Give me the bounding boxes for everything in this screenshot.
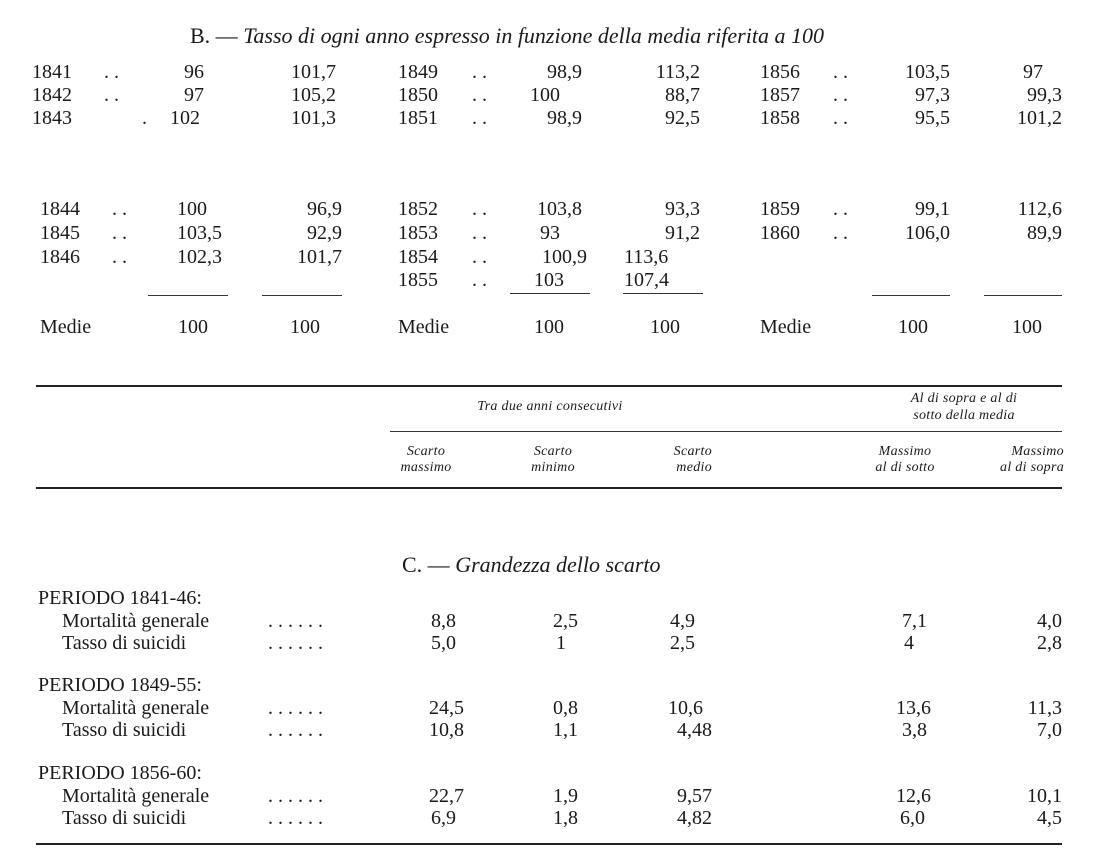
year: 1849 bbox=[398, 61, 438, 83]
leader-dots: . . . . . . bbox=[268, 610, 323, 632]
section-c-title bbox=[402, 554, 661, 576]
leader-dots: . . bbox=[833, 61, 848, 83]
medie-label: Medie bbox=[40, 316, 92, 338]
value-b: 96,9 bbox=[307, 198, 342, 220]
value-a: 102 bbox=[170, 107, 200, 129]
leader-dots: . bbox=[142, 107, 147, 129]
year: 1857 bbox=[760, 84, 800, 106]
header-col-scarto-massimo bbox=[386, 444, 466, 476]
leader-dots: . . bbox=[833, 84, 848, 106]
cell-massimo-sotto: 4 bbox=[904, 632, 914, 654]
cell-scarto-minimo: 1 bbox=[556, 632, 566, 654]
header-col-massimo-sopra bbox=[962, 444, 1064, 476]
cell-massimo-sopra: 2,8 bbox=[1037, 632, 1062, 654]
value-a: 100 bbox=[177, 198, 207, 220]
leader-dots: . . bbox=[472, 198, 487, 220]
section-b-title-prefix: B. — bbox=[190, 23, 244, 48]
medie-b: 100 bbox=[650, 316, 680, 338]
cell-scarto-minimo: 0,8 bbox=[553, 697, 578, 719]
leader-dots: . . bbox=[472, 246, 487, 268]
value-b: 107,4 bbox=[624, 269, 669, 291]
value-a: 95,5 bbox=[915, 107, 950, 129]
value-b: 113,2 bbox=[655, 61, 700, 83]
section-b-title bbox=[190, 25, 824, 47]
sum-rule bbox=[984, 295, 1062, 296]
value-a: 103,8 bbox=[537, 198, 582, 220]
value-a: 102,3 bbox=[177, 246, 222, 268]
value-b: 101,3 bbox=[291, 107, 336, 129]
value-b: 89,9 bbox=[1027, 222, 1062, 244]
leader-dots: . . bbox=[472, 222, 487, 244]
medie-a: 100 bbox=[898, 316, 928, 338]
section-c-title-text: Grandezza dello scarto bbox=[455, 552, 661, 577]
table-bottom-rule bbox=[36, 843, 1062, 845]
leader-dots: . . bbox=[833, 107, 848, 129]
year: 1858 bbox=[760, 107, 800, 129]
year: 1844 bbox=[40, 198, 80, 220]
year: 1852 bbox=[398, 198, 438, 220]
medie-label: Medie bbox=[398, 316, 450, 338]
header-line: Massimo bbox=[878, 444, 932, 459]
leader-dots: . . bbox=[112, 198, 127, 220]
row-label: Mortalità generale bbox=[62, 610, 210, 632]
section-b-title-text: Tasso di ogni anno espresso in funzione della media riferita a 100 bbox=[243, 23, 824, 48]
leader-dots: . . bbox=[104, 84, 119, 106]
value-a: 97 bbox=[184, 84, 204, 106]
value-a: 98,9 bbox=[547, 61, 582, 83]
cell-massimo-sopra: 4,0 bbox=[1037, 610, 1062, 632]
cell-scarto-medio: 4,48 bbox=[677, 719, 712, 741]
year: 1860 bbox=[760, 222, 800, 244]
table-row bbox=[32, 61, 72, 83]
cell-scarto-minimo: 1,9 bbox=[553, 785, 578, 807]
cell-scarto-minimo: 1,1 bbox=[553, 719, 578, 741]
value-a: 106,0 bbox=[905, 222, 950, 244]
value-a: 98,9 bbox=[547, 107, 582, 129]
year: 1842 bbox=[32, 84, 72, 106]
header-line: Scarto bbox=[406, 444, 446, 459]
header-line: al di sotto bbox=[875, 460, 935, 475]
header-line: al di sopra bbox=[1000, 460, 1064, 475]
header-group-consecutive: Tra due anni consecutivi bbox=[477, 399, 623, 414]
leader-dots: . . . . . . bbox=[268, 697, 323, 719]
sum-rule bbox=[262, 295, 342, 296]
value-b: 113,6 bbox=[624, 246, 669, 268]
year: 1856 bbox=[760, 61, 800, 83]
cell-massimo-sopra: 4,5 bbox=[1037, 807, 1062, 829]
period-label: PERIODO 1849-55: bbox=[38, 674, 202, 696]
cell-scarto-massimo: 10,8 bbox=[429, 719, 464, 741]
cell-massimo-sopra: 11,3 bbox=[1027, 697, 1062, 719]
leader-dots: . . bbox=[472, 84, 487, 106]
sum-rule bbox=[872, 295, 950, 296]
year: 1841 bbox=[32, 61, 72, 83]
value-a: 100,9 bbox=[542, 246, 587, 268]
header-line: Scarto bbox=[533, 444, 573, 459]
value-b: 112,6 bbox=[1017, 198, 1062, 220]
cell-scarto-medio: 9,57 bbox=[677, 785, 712, 807]
cell-scarto-minimo: 1,8 bbox=[553, 807, 578, 829]
value-b: 88,7 bbox=[665, 84, 700, 106]
medie-a: 100 bbox=[534, 316, 564, 338]
cell-scarto-massimo: 6,9 bbox=[431, 807, 456, 829]
header-line: minimo bbox=[531, 460, 575, 475]
medie-label: Medie bbox=[760, 316, 812, 338]
leader-dots: . . . . . . bbox=[268, 632, 323, 654]
row-label: Mortalità generale bbox=[62, 785, 210, 807]
cell-massimo-sotto: 6,0 bbox=[900, 807, 925, 829]
leader-dots: . . . . . . bbox=[268, 785, 323, 807]
value-b: 92,5 bbox=[665, 107, 700, 129]
row-label: Tasso di suicidi bbox=[62, 632, 187, 654]
period-label: PERIODO 1856-60: bbox=[38, 762, 202, 784]
value-b: 92,9 bbox=[307, 222, 342, 244]
header-group-media-line1: Al di sopra e al di bbox=[910, 391, 1018, 406]
header-line: massimo bbox=[400, 460, 452, 475]
value-b: 101,2 bbox=[1017, 107, 1062, 129]
cell-scarto-medio: 4,9 bbox=[670, 610, 695, 632]
leader-dots: . . . . . . bbox=[268, 719, 323, 741]
value-b: 91,2 bbox=[665, 222, 700, 244]
sum-rule bbox=[148, 295, 228, 296]
cell-scarto-medio: 10,6 bbox=[668, 697, 703, 719]
medie-b: 100 bbox=[1012, 316, 1042, 338]
value-b: 101,7 bbox=[297, 246, 342, 268]
cell-massimo-sopra: 7,0 bbox=[1037, 719, 1062, 741]
header-line: Massimo bbox=[1011, 444, 1064, 459]
cell-massimo-sotto: 13,6 bbox=[896, 697, 931, 719]
period-label: PERIODO 1841-46: bbox=[38, 587, 202, 609]
value-b: 101,7 bbox=[291, 61, 336, 83]
cell-scarto-massimo: 5,0 bbox=[431, 632, 456, 654]
value-b: 93,3 bbox=[665, 198, 700, 220]
value-a: 93 bbox=[540, 222, 560, 244]
year: 1853 bbox=[398, 222, 438, 244]
sum-rule bbox=[510, 293, 590, 294]
header-top-rule bbox=[36, 385, 1062, 387]
cell-massimo-sotto: 12,6 bbox=[896, 785, 931, 807]
medie-a: 100 bbox=[178, 316, 208, 338]
value-b: 105,2 bbox=[291, 84, 336, 106]
leader-dots: . . bbox=[833, 198, 848, 220]
value-a: 103 bbox=[534, 269, 564, 291]
cell-scarto-medio: 4,82 bbox=[677, 807, 712, 829]
year: 1850 bbox=[398, 84, 438, 106]
cell-scarto-massimo: 8,8 bbox=[431, 610, 456, 632]
cell-scarto-massimo: 24,5 bbox=[429, 697, 464, 719]
medie-b: 100 bbox=[290, 316, 320, 338]
row-label: Mortalità generale bbox=[62, 697, 210, 719]
leader-dots: . . bbox=[104, 61, 119, 83]
value-a: 97,3 bbox=[915, 84, 950, 106]
section-c-title-prefix: C. — bbox=[402, 552, 456, 577]
value-a: 103,5 bbox=[177, 222, 222, 244]
value-a: 96 bbox=[184, 61, 204, 83]
year: 1855 bbox=[398, 269, 438, 291]
leader-dots: . . bbox=[472, 107, 487, 129]
year: 1845 bbox=[40, 222, 80, 244]
value-a: 100 bbox=[530, 84, 560, 106]
cell-massimo-sopra: 10,1 bbox=[1027, 785, 1062, 807]
year: 1843 bbox=[32, 107, 72, 129]
header-line: medio bbox=[676, 460, 712, 475]
value-a: 99,1 bbox=[915, 198, 950, 220]
sum-rule bbox=[623, 293, 703, 294]
value-b: 97 bbox=[1023, 61, 1043, 83]
leader-dots: . . bbox=[472, 269, 487, 291]
header-bottom-rule bbox=[36, 487, 1062, 489]
cell-scarto-minimo: 2,5 bbox=[553, 610, 578, 632]
header-line: Scarto bbox=[673, 444, 712, 459]
header-group-rule bbox=[390, 431, 1062, 432]
row-label: Tasso di suicidi bbox=[62, 807, 187, 829]
leader-dots: . . bbox=[472, 61, 487, 83]
year: 1846 bbox=[40, 246, 80, 268]
value-a: 103,5 bbox=[905, 61, 950, 83]
leader-dots: . . bbox=[112, 222, 127, 244]
header-col-massimo-sotto bbox=[850, 444, 960, 476]
leader-dots: . . bbox=[112, 246, 127, 268]
leader-dots: . . bbox=[833, 222, 848, 244]
leader-dots: . . . . . . bbox=[268, 807, 323, 829]
row-label: Tasso di suicidi bbox=[62, 719, 187, 741]
cell-scarto-medio: 2,5 bbox=[670, 632, 695, 654]
cell-massimo-sotto: 3,8 bbox=[902, 719, 927, 741]
value-b: 99,3 bbox=[1027, 84, 1062, 106]
year: 1859 bbox=[760, 198, 800, 220]
header-col-scarto-medio bbox=[630, 444, 712, 476]
year: 1854 bbox=[398, 246, 438, 268]
header-group-media-line2: sotto della media bbox=[913, 408, 1015, 423]
cell-massimo-sotto: 7,1 bbox=[902, 610, 927, 632]
header-col-scarto-minimo bbox=[513, 444, 593, 476]
cell-scarto-massimo: 22,7 bbox=[429, 785, 464, 807]
year: 1851 bbox=[398, 107, 438, 129]
